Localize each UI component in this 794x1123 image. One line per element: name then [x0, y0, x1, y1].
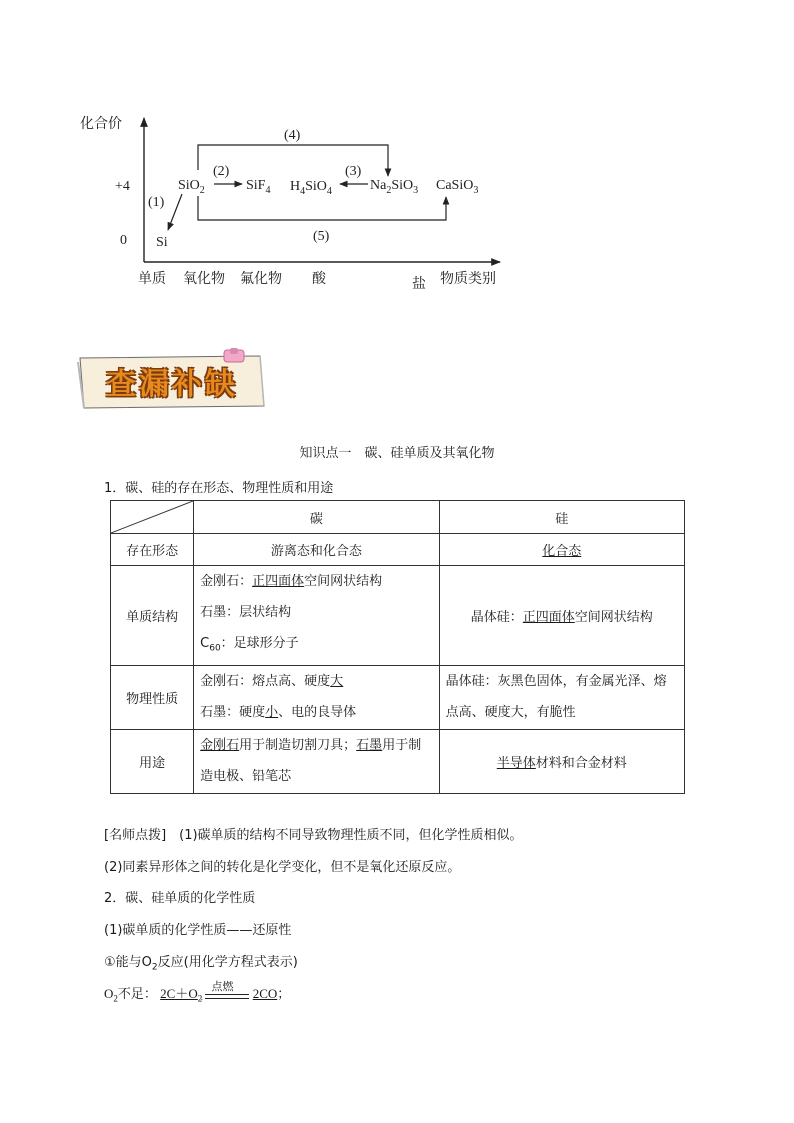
x-cat-acid: 酸: [312, 271, 326, 287]
text-post: 、电的良导体: [278, 705, 357, 721]
text-post: 反应(用化学方程式表示): [157, 955, 298, 970]
eq-end: ；: [277, 986, 291, 1001]
cell-line: [200, 697, 432, 728]
x-cat-class: 物质类别: [440, 271, 496, 287]
cell-silicon: [439, 534, 684, 566]
node-casio3: CaSiO$_3$: [436, 178, 479, 196]
cell-carbon: [194, 665, 439, 729]
text-pre: ①能与O: [104, 955, 152, 970]
eq-double-line: [205, 994, 249, 999]
node-na2sio3: $Na_2SiO_3$: [370, 178, 419, 196]
equation-row: [104, 980, 291, 1004]
table-header-row: [111, 501, 685, 534]
text-post: 材料和合金材料: [535, 755, 627, 771]
subheading-2: [104, 951, 298, 973]
y-axis-label: 化合价: [80, 116, 122, 132]
cell-line: 点高、硬度大，有脆性: [445, 705, 576, 721]
cell-line: [200, 666, 432, 697]
y-tick-plus4: +4: [115, 179, 130, 194]
eq-rhs: 2CO: [252, 986, 278, 1001]
text-underlined: 大: [330, 674, 344, 690]
node-h4sio4: $H_4SiO_4$: [290, 179, 332, 197]
arrow-5: [198, 196, 446, 220]
heading-2: 2．碳、硅单质的化学性质: [104, 891, 256, 906]
cell-carbon: [194, 566, 439, 666]
table-row: [111, 665, 685, 729]
arrow-label-3: (3): [345, 164, 362, 179]
section-title: 知识点一 碳、硅单质及其氧化物: [299, 446, 495, 461]
eq-condition-text: 点燃: [211, 980, 234, 994]
eq-label-sub: 2: [113, 993, 118, 1004]
node-si: Si: [156, 235, 168, 250]
row-label: 物理性质: [111, 665, 194, 729]
header-silicon: 硅: [439, 501, 684, 534]
tip-1: [名师点拨] (1)碳单质的结构不同导致物理性质不同，但化学性质相似。: [104, 828, 523, 843]
y-tick-zero: 0: [120, 233, 127, 248]
text-sub: 60: [209, 643, 221, 654]
text-pre: 金刚石：: [200, 574, 253, 589]
x-cat-fluoride: 氟化物: [240, 271, 282, 287]
cell-line: [200, 597, 432, 628]
text-pre: C: [200, 636, 210, 651]
cell-line: 晶体硅：灰黑色固体，有金属光泽、熔: [445, 674, 667, 690]
header-carbon: 碳: [194, 501, 439, 534]
cell-line: 造电极、铅笔芯: [200, 769, 292, 785]
subheading-1: (1)碳单质的化学性质——还原性: [104, 923, 292, 938]
diagonal-line: [111, 501, 193, 533]
text-post: 空间网状结构: [574, 609, 653, 625]
text-sub: 2: [151, 962, 158, 973]
table-row: [111, 534, 685, 566]
table-row: [111, 566, 685, 666]
cell-silicon: [439, 729, 684, 793]
table-corner-cell: [111, 501, 194, 534]
arrow-label-4: (4): [284, 128, 301, 143]
text-mid: 用于制造切割刀具；: [239, 738, 357, 754]
row-label: 用途: [111, 729, 194, 793]
banner-title: 查漏补缺: [106, 367, 238, 402]
row-label: 存在形态: [111, 534, 194, 566]
cell-silicon: [439, 665, 684, 729]
cell-carbon: 游离态和化合态: [194, 534, 439, 566]
cell-line: [200, 566, 432, 597]
arrow-label-1: (1): [148, 195, 165, 210]
cell-line: [200, 730, 432, 761]
text-post: 用于制: [382, 738, 422, 754]
text-pre: 金刚石：熔点高、硬度: [200, 674, 331, 690]
text-pre: 石墨：硬度: [200, 705, 266, 721]
text-pre: 石墨：层状结构: [200, 605, 292, 620]
row-label: 单质结构: [111, 566, 194, 666]
text-underlined: 半导体: [496, 755, 536, 771]
x-cat-oxide: 氧化物: [183, 271, 225, 287]
text-underlined: 正四面体: [252, 574, 305, 589]
table-row: [111, 729, 685, 793]
eq-label: O: [104, 986, 114, 1001]
text-pre: 晶体硅：: [470, 609, 523, 625]
text-post: ：足球形分子: [220, 636, 299, 651]
carbon-silicon-table: [110, 500, 685, 794]
text-underlined: 小: [265, 705, 279, 721]
eq-lhs: $2C+O_2$: [160, 986, 203, 1004]
heading-1: 1．碳、硅的存在形态、物理性质和用途: [104, 481, 334, 496]
tip-2: (2)同素异形体之间的转化是化学变化，但不是氧化还原反应。: [104, 860, 461, 875]
cell-silicon: [439, 566, 684, 666]
x-cat-element: 单质: [138, 271, 166, 287]
text-underlined: 石墨: [356, 738, 383, 754]
valence-diagram: [0, 0, 794, 300]
eq-label-post: 不足：: [117, 987, 157, 1002]
cell-carbon: [194, 729, 439, 793]
text-underlined: 正四面体: [522, 609, 575, 625]
node-sif4: SiF$_4$: [246, 178, 271, 196]
eq-condition: [205, 980, 249, 1002]
cell-line: [200, 628, 432, 665]
text-post: 空间网状结构: [304, 574, 383, 589]
x-cat-salt: 盐: [412, 276, 426, 292]
cell-silicon-text: 化合态: [542, 544, 582, 559]
node-sio2: SiO$_2$: [178, 178, 205, 196]
text-underlined: 金刚石: [200, 738, 240, 754]
arrow-label-5: (5): [313, 229, 330, 244]
section-banner: [74, 348, 270, 414]
arrow-1: [168, 194, 182, 230]
arrow-label-2: (2): [213, 164, 230, 179]
